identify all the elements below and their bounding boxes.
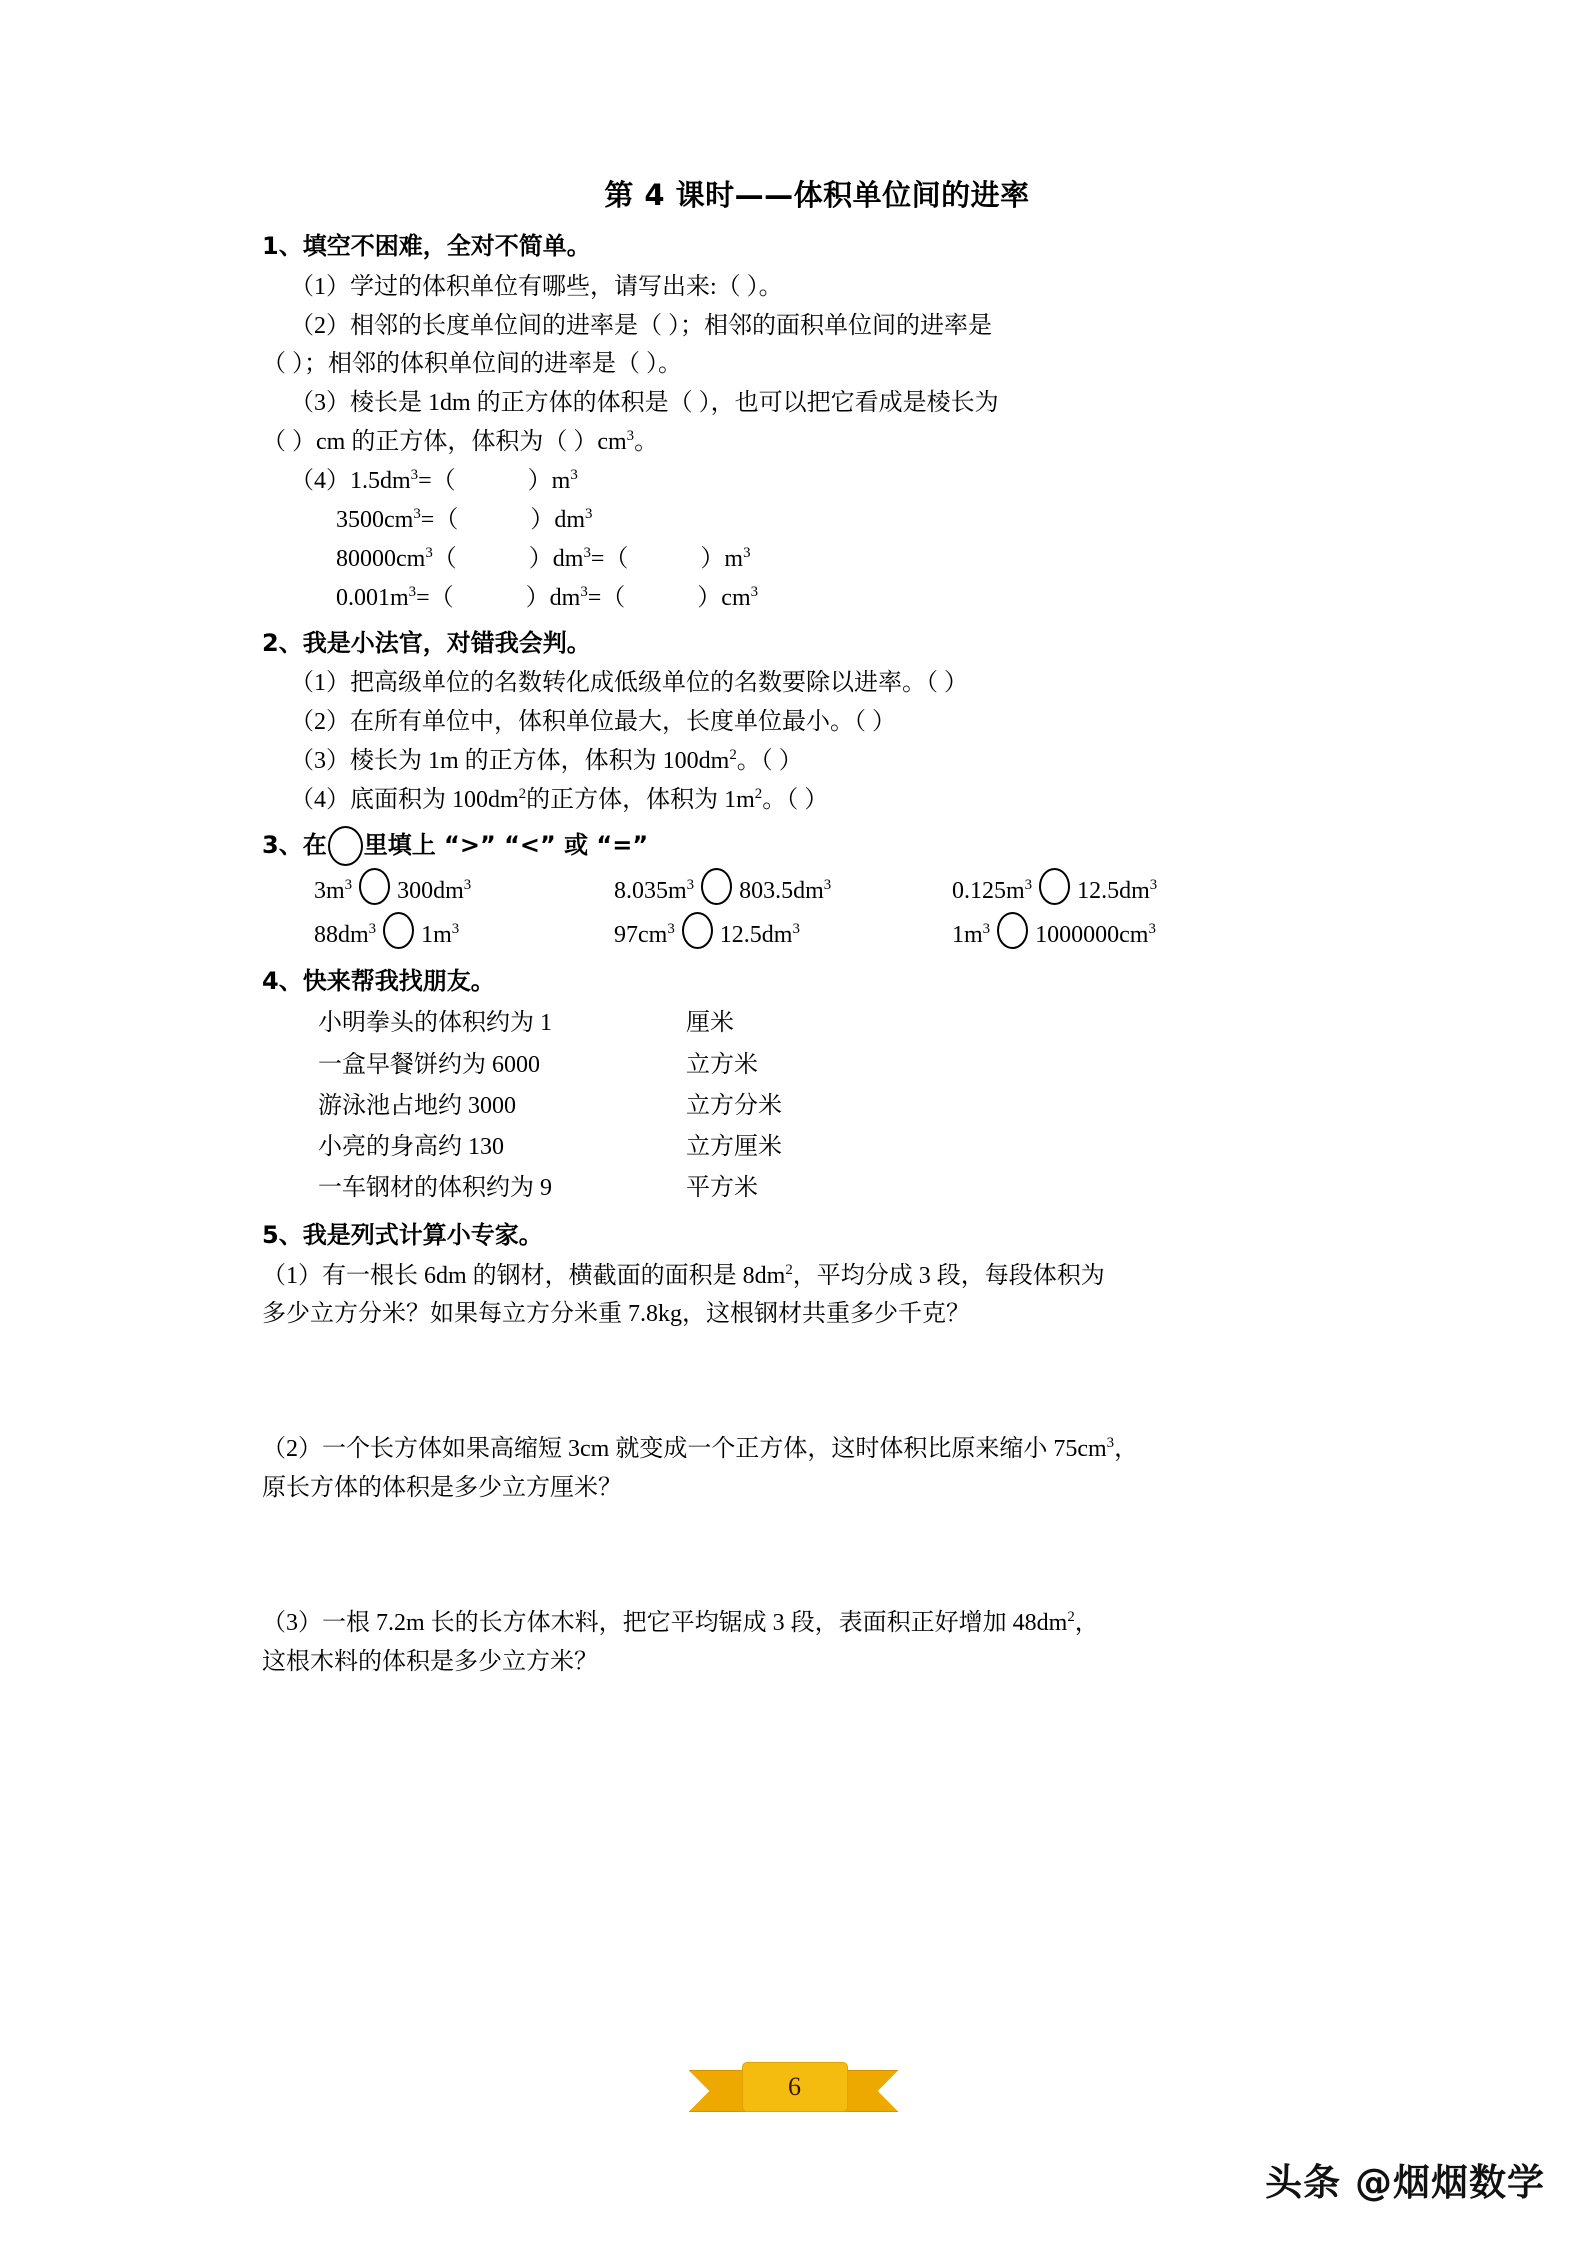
compare-item: [952, 868, 1252, 912]
cmp-2-2-right-sup: 3: [792, 921, 800, 938]
compare-item: [314, 912, 614, 956]
compare-item: [614, 912, 952, 956]
cmp-1-2-left: 8.035m: [614, 877, 687, 904]
answer-space-1: [262, 1334, 1372, 1430]
circle-blank-icon[interactable]: [701, 868, 732, 905]
circle-icon: [328, 826, 363, 866]
p53-text-b: ，: [1074, 1610, 1099, 1637]
conv2-op: =: [420, 506, 435, 533]
conv1-rhs-unit: m: [551, 468, 571, 495]
conv3-rhs-unit: dm: [552, 545, 584, 572]
p53-sup: 2: [1067, 1609, 1075, 1626]
match-row: [262, 1127, 1372, 1168]
cmp-2-3-left-sup: 3: [982, 921, 991, 938]
p51-text-a: （1）有一根长 6dm 的钢材，横截面的面积是 8dm: [262, 1262, 786, 1289]
cmp-1-3-left: 0.125m: [952, 877, 1025, 904]
p52-text-a: （2）一个长方体如果高缩短 3cm 就变成一个正方体，这时体积比原来缩小 75cm: [262, 1436, 1107, 1463]
question-2-1: （1）把高级单位的名数转化成低级单位的名数要除以进率。（ ）: [290, 670, 968, 697]
q24-sup-2: 2: [754, 786, 763, 803]
match-right-item[interactable]: 厘米: [686, 1010, 734, 1037]
conv2-rhs-unit: dm: [554, 506, 585, 533]
compare-row-2: [262, 912, 1372, 956]
match-row: [262, 1045, 1372, 1086]
match-row: [262, 1168, 1372, 1209]
compare-row-1: [262, 868, 1372, 912]
conv2-lhs-num: 3500: [336, 506, 384, 533]
section-heading-5: 5、我是列式计算小专家。: [262, 1220, 543, 1249]
cmp-1-2-right: 803.5dm: [739, 877, 824, 904]
conv2-lhs-unit: cm: [384, 506, 414, 533]
match-left-item[interactable]: 一车钢材的体积约为 9: [318, 1175, 552, 1202]
compare-item: [614, 868, 952, 912]
question-2-3: [262, 742, 1372, 781]
cmp-2-3-right: 1000000cm: [1035, 922, 1149, 949]
p52-text-b: ，: [1114, 1436, 1139, 1463]
cmp-1-3-right: 12.5dm: [1077, 877, 1150, 904]
cmp-2-1-left: 88dm: [314, 922, 369, 949]
conversion-row-4: [290, 579, 1372, 618]
circle-blank-icon[interactable]: [682, 912, 713, 949]
cmp-2-2-left: 97cm: [614, 922, 668, 949]
match-right-item[interactable]: 立方分米: [686, 1092, 782, 1119]
q13-text-b: 。: [634, 429, 659, 456]
p51-text-b: ，平均分成 3 段，每段体积为: [792, 1262, 1105, 1289]
section-3-suffix: 里填上 “>” “<” 或 “=”: [363, 831, 649, 860]
question-1-1: （1）学过的体积单位有哪些，请写出来:（ ）。: [290, 273, 783, 300]
watermark: 头条 @烟烟数学: [1265, 2161, 1545, 2204]
conv3-lhs-num: 80000: [336, 545, 396, 572]
section-heading-4: 4、快来帮我找朋友。: [262, 967, 495, 996]
cmp-1-2-right-sup: 3: [823, 876, 832, 893]
conv2-rhs-sup: 3: [584, 505, 593, 522]
match-left-item[interactable]: 小亮的身高约 130: [318, 1134, 504, 1161]
p52-sup: 3: [1106, 1435, 1115, 1452]
conv4-rhs-sup: 3: [580, 583, 588, 600]
conversion-row-2: [290, 501, 1372, 540]
cmp-2-2-right: 12.5dm: [719, 922, 793, 949]
conv4-tail: =（ ）cm: [587, 584, 751, 611]
conv2-lhs-sup: 3: [413, 505, 421, 522]
match-left-item[interactable]: 游泳池占地约 3000: [318, 1092, 516, 1119]
cmp-1-1-left-sup: 3: [344, 876, 353, 893]
conv4-lhs-unit: m: [390, 584, 409, 611]
q24-text-c: 。（ ）: [762, 787, 829, 814]
q14-label: （4）: [290, 468, 350, 495]
compare-item: [314, 868, 614, 912]
section-heading-2: 2、我是小法官，对错我会判。: [262, 628, 591, 657]
cmp-1-1-right: 300dm: [397, 877, 464, 904]
problem-5-3-line2: 这根木料的体积是多少立方米？: [262, 1648, 598, 1675]
match-left-item[interactable]: 一盒早餐饼约为 6000: [318, 1051, 540, 1078]
answer-space-2: [262, 1508, 1372, 1604]
cmp-2-3-left: 1m: [952, 922, 983, 949]
cmp-1-1-right-sup: 3: [463, 876, 472, 893]
p53-text-a: （3）一根 7.2m 长的长方体木料，把它平均锯成 3 段，表面积正好增加 48dm: [262, 1610, 1068, 1637]
cmp-2-3-right-sup: 3: [1148, 921, 1156, 938]
conv3-tail-sup: 3: [743, 544, 751, 561]
question-1-2-line2: （ ）；相邻的体积单位间的进率是（ ）。: [262, 351, 682, 378]
conv4-rhs-unit: dm: [549, 584, 581, 611]
cmp-2-1-right: 1m: [421, 922, 452, 949]
ribbon-banner-icon: [689, 2062, 899, 2118]
cmp-2-1-right-sup: 3: [451, 921, 460, 938]
problem-5-3-line1: [262, 1604, 1372, 1643]
conv3-lhs-sup: 3: [425, 544, 433, 561]
question-1-2-line1: （2）相邻的长度单位间的进率是（ ）；相邻的面积单位间的进率是: [290, 312, 992, 339]
conv4-lhs-sup: 3: [408, 583, 417, 600]
question-2-2: （2）在所有单位中，体积单位最大，长度单位最小。（ ）: [290, 709, 896, 736]
q23-text-a: （3）棱长为 1m 的正方体，体积为 100dm: [290, 748, 730, 775]
cmp-1-1-left: 3m: [314, 877, 345, 904]
problem-5-1-line2: 多少立方分米？如果每立方分米重 7.8kg，这根钢材共重多少千克？: [262, 1301, 970, 1328]
conv3-lhs-unit: cm: [396, 545, 426, 572]
conv3-rhs-sup: 3: [583, 544, 591, 561]
conv1-lhs-num: 1.5: [350, 468, 380, 495]
cmp-1-2-left-sup: 3: [686, 876, 695, 893]
q23-text-b: 。（ ）: [736, 748, 803, 775]
problem-5-2-line1: [262, 1430, 1372, 1469]
match-right-item[interactable]: 立方米: [686, 1051, 758, 1078]
problem-5-2-line2: 原长方体的体积是多少立方厘米？: [262, 1475, 622, 1502]
q13-text-a: （ ）cm 的正方体，体积为（ ）cm: [262, 429, 627, 456]
conv1-blank: （ ）: [431, 468, 552, 495]
match-row: [262, 1003, 1372, 1044]
match-right-item[interactable]: 平方米: [686, 1175, 758, 1202]
q23-sup: 2: [729, 747, 737, 764]
conv1-lhs-sup: 3: [410, 467, 419, 484]
circle-blank-icon[interactable]: [383, 912, 414, 949]
q24-text-b: 的正方体，体积为 1m: [526, 787, 755, 814]
section-heading-1: 1、填空不困难，全对不简单。: [262, 231, 591, 260]
problem-5-1-line1: [262, 1257, 1372, 1296]
conv4-blank: （ ）: [429, 584, 550, 611]
conv3-blank: （ ）: [432, 545, 553, 572]
conv2-blank: （ ）: [434, 506, 555, 533]
page-title: 第 4 课时——体积单位间的进率: [604, 178, 1030, 212]
conversion-row-1: [290, 462, 1372, 501]
question-1-3-line2: [262, 423, 1372, 462]
page-number: 6: [742, 2062, 848, 2112]
match-left-item[interactable]: 小明拳头的体积约为 1: [318, 1010, 552, 1037]
cmp-2-1-left-sup: 3: [368, 921, 377, 938]
page-footer: [0, 2062, 1587, 2118]
question-2-4: [262, 781, 1372, 820]
circle-blank-icon[interactable]: [997, 912, 1028, 949]
conversion-row-3: [290, 540, 1372, 579]
conv4-tail-sup: 3: [750, 583, 759, 600]
section-3-prefix: 3、在: [262, 831, 327, 860]
conv3-tail: =（ ）m: [590, 545, 744, 572]
cmp-2-2-left-sup: 3: [667, 921, 675, 938]
match-row: [262, 1086, 1372, 1127]
conv1-op: =: [418, 468, 432, 495]
q24-sup-1: 2: [518, 786, 527, 803]
compare-item: [952, 912, 1252, 956]
q13-sup: 3: [626, 428, 635, 445]
conv4-op: =: [416, 584, 430, 611]
conv4-lhs-num: 0.001: [336, 584, 390, 611]
p51-sup: 2: [785, 1261, 793, 1278]
worksheet-content: [262, 178, 1372, 1682]
q24-text-a: （4）底面积为 100dm: [290, 787, 519, 814]
cmp-1-3-left-sup: 3: [1024, 876, 1033, 893]
question-1-4-conversions: [262, 462, 1372, 618]
question-1-3-line1: （3）棱长是 1dm 的正方体的体积是（ ），也可以把它看成是棱长为: [290, 390, 999, 417]
match-right-item[interactable]: 立方厘米: [686, 1134, 782, 1161]
conv1-rhs-sup: 3: [570, 467, 578, 484]
cmp-1-3-right-sup: 3: [1149, 876, 1158, 893]
section-heading-3: [262, 826, 1372, 866]
circle-blank-icon[interactable]: [359, 868, 390, 905]
circle-blank-icon[interactable]: [1039, 868, 1070, 905]
conv1-lhs-unit: dm: [380, 468, 411, 495]
